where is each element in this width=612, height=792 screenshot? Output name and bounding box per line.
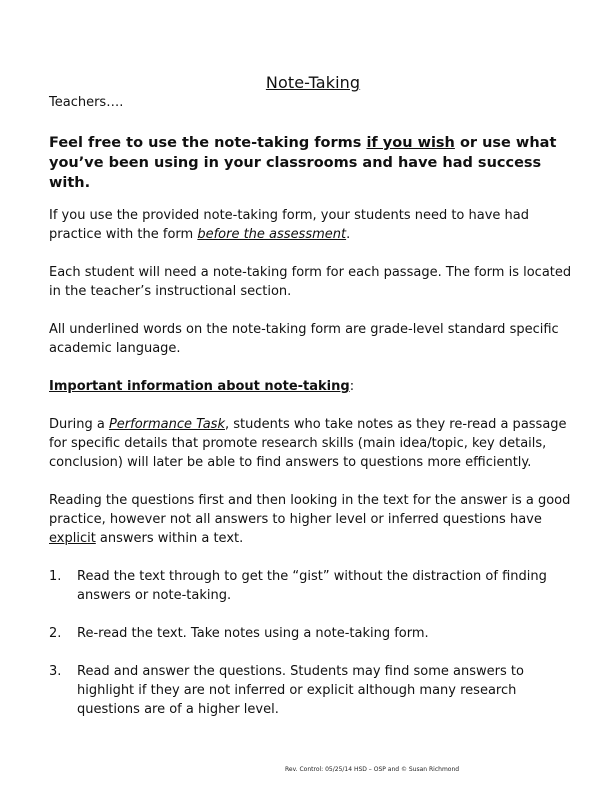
step-text: Read the text through to get the “gist” without the distraction of finding answers or note-taking.	[77, 569, 547, 603]
each-student-paragraph: Each student will need a note-taking form for each passage. The form is located in the teacher’s instructional section.	[49, 265, 572, 299]
reading-questions-underlined: explicit	[49, 531, 96, 546]
step-number: 1.	[49, 569, 62, 584]
step-number: 3.	[49, 664, 62, 679]
document-body	[49, 133, 579, 738]
performance-task-emphasis: Performance Task	[108, 417, 225, 432]
reading-questions-text-start: Reading the questions first and then looking in the text for the answer is a good practice, however not all answers to higher level or inferred questions have	[49, 493, 571, 527]
important-heading-colon: :	[349, 379, 355, 394]
underlined-words-paragraph: All underlined words on the note-taking form are grade-level standard specific academic language.	[49, 322, 559, 356]
lead-statement	[49, 133, 579, 193]
page-title: Note-Taking	[265, 73, 361, 92]
list-item	[49, 567, 579, 605]
revision-footer: Rev. Control: 05/25/14 HSD – OSP and © Susan Richmond	[285, 766, 460, 773]
performance-task-paragraph	[49, 415, 579, 472]
lead-text-start: Feel free to use the note-taking forms	[49, 135, 367, 151]
performance-task-text-end: , students who take notes as they re-read a passage for specific details that promote research skills (main idea/topic, key details, conclusion) will later be able to find answers to questions more efficiently.	[49, 417, 567, 470]
lead-text-end: or use what you’ve been using in your classrooms and have had success with.	[49, 135, 557, 191]
provided-form-emphasis: before the assessment	[197, 227, 347, 242]
lead-underlined-phrase: if you wish	[366, 135, 455, 151]
important-heading	[49, 377, 579, 396]
greeting: Teachers….	[49, 95, 124, 110]
list-item	[49, 662, 579, 719]
provided-form-paragraph	[49, 206, 579, 244]
steps-list	[49, 567, 579, 719]
step-number: 2.	[49, 626, 62, 641]
provided-form-text-end: .	[346, 227, 351, 242]
list-item	[49, 624, 579, 643]
reading-questions-paragraph	[49, 491, 579, 548]
step-text: Read and answer the questions. Students may find some answers to highlight if they are not inferred or explicit although many research questions are of a higher level.	[77, 664, 524, 717]
step-text: Re-read the text. Take notes using a note-taking form.	[77, 626, 429, 641]
important-heading-text: Important information about note-taking	[49, 379, 350, 394]
reading-questions-text-end: answers within a text.	[95, 531, 244, 546]
performance-task-text-start: During a	[49, 417, 109, 432]
provided-form-text-start: If you use the provided note-taking form, your students need to have had practice with the form	[49, 208, 530, 242]
